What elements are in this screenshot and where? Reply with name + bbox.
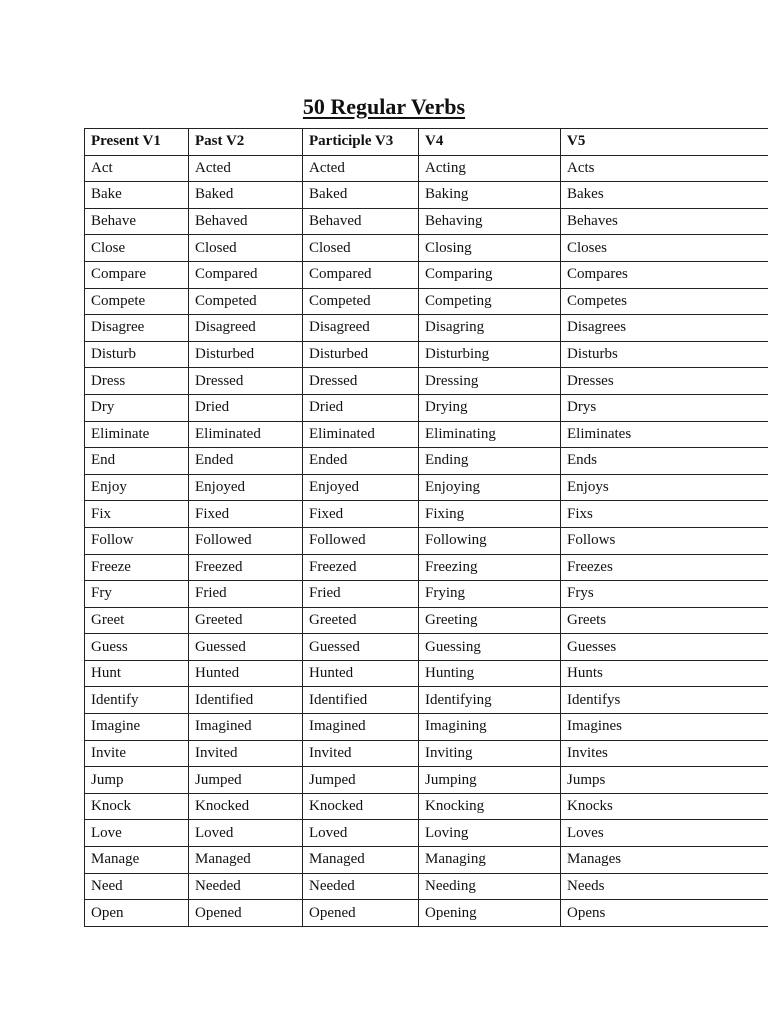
cell-v4: Loving bbox=[419, 820, 561, 847]
table-row bbox=[85, 581, 768, 608]
cell-v5: Imagines bbox=[561, 714, 768, 741]
cell-v4: Ending bbox=[419, 448, 561, 475]
cell-v5: Fixs bbox=[561, 501, 768, 528]
cell-past-v2: Acted bbox=[189, 155, 303, 182]
cell-v4: Fixing bbox=[419, 501, 561, 528]
page-title: 50 Regular Verbs bbox=[302, 94, 466, 119]
cell-present-v1: Follow bbox=[85, 527, 189, 554]
cell-v5: Behaves bbox=[561, 208, 768, 235]
cell-v5: Ends bbox=[561, 448, 768, 475]
cell-participle-v3: Compared bbox=[303, 261, 419, 288]
cell-participle-v3: Baked bbox=[303, 182, 419, 209]
cell-present-v1: Compare bbox=[85, 261, 189, 288]
cell-past-v2: Loved bbox=[189, 820, 303, 847]
cell-past-v2: Needed bbox=[189, 873, 303, 900]
cell-v5: Dresses bbox=[561, 368, 768, 395]
cell-participle-v3: Opened bbox=[303, 900, 419, 927]
cell-v4: Disturbing bbox=[419, 341, 561, 368]
cell-participle-v3: Jumped bbox=[303, 767, 419, 794]
cell-past-v2: Invited bbox=[189, 740, 303, 767]
cell-v5: Loves bbox=[561, 820, 768, 847]
cell-participle-v3: Disagreed bbox=[303, 315, 419, 342]
cell-v5: Opens bbox=[561, 900, 768, 927]
cell-v5: Greets bbox=[561, 607, 768, 634]
cell-present-v1: Knock bbox=[85, 793, 189, 820]
column-header-participle-v3: Participle V3 bbox=[303, 129, 419, 156]
cell-present-v1: Guess bbox=[85, 634, 189, 661]
cell-v4: Imagining bbox=[419, 714, 561, 741]
table-row bbox=[85, 394, 768, 421]
cell-participle-v3: Competed bbox=[303, 288, 419, 315]
cell-v4: Disagring bbox=[419, 315, 561, 342]
cell-v5: Guesses bbox=[561, 634, 768, 661]
cell-v5: Competes bbox=[561, 288, 768, 315]
cell-v5: Eliminates bbox=[561, 421, 768, 448]
table-row bbox=[85, 527, 768, 554]
cell-v5: Drys bbox=[561, 394, 768, 421]
cell-present-v1: Close bbox=[85, 235, 189, 262]
table-body bbox=[85, 155, 768, 926]
cell-participle-v3: Hunted bbox=[303, 660, 419, 687]
table-row bbox=[85, 554, 768, 581]
cell-participle-v3: Greeted bbox=[303, 607, 419, 634]
cell-v4: Hunting bbox=[419, 660, 561, 687]
column-header-v4: V4 bbox=[419, 129, 561, 156]
table-row bbox=[85, 660, 768, 687]
cell-v5: Needs bbox=[561, 873, 768, 900]
table-header-row bbox=[85, 129, 768, 156]
table-row bbox=[85, 448, 768, 475]
cell-participle-v3: Freezed bbox=[303, 554, 419, 581]
cell-v4: Drying bbox=[419, 394, 561, 421]
cell-participle-v3: Enjoyed bbox=[303, 474, 419, 501]
table-row bbox=[85, 607, 768, 634]
cell-past-v2: Eliminated bbox=[189, 421, 303, 448]
cell-v4: Identifying bbox=[419, 687, 561, 714]
cell-participle-v3: Managed bbox=[303, 847, 419, 874]
cell-past-v2: Fixed bbox=[189, 501, 303, 528]
cell-past-v2: Disagreed bbox=[189, 315, 303, 342]
cell-present-v1: Freeze bbox=[85, 554, 189, 581]
cell-v5: Knocks bbox=[561, 793, 768, 820]
cell-v4: Jumping bbox=[419, 767, 561, 794]
cell-past-v2: Dressed bbox=[189, 368, 303, 395]
cell-v5: Compares bbox=[561, 261, 768, 288]
cell-past-v2: Greeted bbox=[189, 607, 303, 634]
cell-v4: Greeting bbox=[419, 607, 561, 634]
cell-present-v1: Compete bbox=[85, 288, 189, 315]
cell-present-v1: Eliminate bbox=[85, 421, 189, 448]
cell-present-v1: Love bbox=[85, 820, 189, 847]
column-header-present-v1: Present V1 bbox=[85, 129, 189, 156]
table-row bbox=[85, 634, 768, 661]
cell-participle-v3: Knocked bbox=[303, 793, 419, 820]
table-row bbox=[85, 820, 768, 847]
table-row bbox=[85, 315, 768, 342]
table-row bbox=[85, 767, 768, 794]
cell-past-v2: Competed bbox=[189, 288, 303, 315]
cell-participle-v3: Dried bbox=[303, 394, 419, 421]
cell-participle-v3: Identified bbox=[303, 687, 419, 714]
cell-participle-v3: Loved bbox=[303, 820, 419, 847]
cell-present-v1: Hunt bbox=[85, 660, 189, 687]
cell-present-v1: Open bbox=[85, 900, 189, 927]
cell-past-v2: Knocked bbox=[189, 793, 303, 820]
cell-v5: Identifys bbox=[561, 687, 768, 714]
table-row bbox=[85, 740, 768, 767]
table-row bbox=[85, 793, 768, 820]
cell-v5: Acts bbox=[561, 155, 768, 182]
cell-v5: Frys bbox=[561, 581, 768, 608]
cell-present-v1: Enjoy bbox=[85, 474, 189, 501]
cell-v4: Comparing bbox=[419, 261, 561, 288]
cell-participle-v3: Invited bbox=[303, 740, 419, 767]
cell-participle-v3: Needed bbox=[303, 873, 419, 900]
cell-participle-v3: Closed bbox=[303, 235, 419, 262]
column-header-past-v2: Past V2 bbox=[189, 129, 303, 156]
cell-v4: Needing bbox=[419, 873, 561, 900]
cell-past-v2: Imagined bbox=[189, 714, 303, 741]
cell-v4: Eliminating bbox=[419, 421, 561, 448]
cell-participle-v3: Ended bbox=[303, 448, 419, 475]
cell-present-v1: Greet bbox=[85, 607, 189, 634]
cell-present-v1: Act bbox=[85, 155, 189, 182]
cell-present-v1: Identify bbox=[85, 687, 189, 714]
table-row bbox=[85, 182, 768, 209]
cell-present-v1: Behave bbox=[85, 208, 189, 235]
table-row bbox=[85, 501, 768, 528]
cell-v5: Follows bbox=[561, 527, 768, 554]
cell-past-v2: Dried bbox=[189, 394, 303, 421]
cell-present-v1: Dress bbox=[85, 368, 189, 395]
cell-present-v1: Disagree bbox=[85, 315, 189, 342]
cell-v4: Closing bbox=[419, 235, 561, 262]
cell-past-v2: Compared bbox=[189, 261, 303, 288]
cell-past-v2: Managed bbox=[189, 847, 303, 874]
cell-past-v2: Behaved bbox=[189, 208, 303, 235]
cell-v4: Managing bbox=[419, 847, 561, 874]
cell-participle-v3: Dressed bbox=[303, 368, 419, 395]
cell-v4: Competing bbox=[419, 288, 561, 315]
cell-participle-v3: Acted bbox=[303, 155, 419, 182]
verb-table bbox=[84, 128, 768, 927]
table-row bbox=[85, 847, 768, 874]
cell-past-v2: Freezed bbox=[189, 554, 303, 581]
cell-participle-v3: Followed bbox=[303, 527, 419, 554]
cell-past-v2: Hunted bbox=[189, 660, 303, 687]
cell-v5: Freezes bbox=[561, 554, 768, 581]
cell-v4: Inviting bbox=[419, 740, 561, 767]
cell-v4: Dressing bbox=[419, 368, 561, 395]
cell-participle-v3: Behaved bbox=[303, 208, 419, 235]
cell-present-v1: Fry bbox=[85, 581, 189, 608]
cell-v4: Following bbox=[419, 527, 561, 554]
cell-participle-v3: Fried bbox=[303, 581, 419, 608]
cell-past-v2: Guessed bbox=[189, 634, 303, 661]
cell-v5: Enjoys bbox=[561, 474, 768, 501]
cell-past-v2: Identified bbox=[189, 687, 303, 714]
cell-present-v1: Dry bbox=[85, 394, 189, 421]
cell-participle-v3: Eliminated bbox=[303, 421, 419, 448]
cell-present-v1: Manage bbox=[85, 847, 189, 874]
table-row bbox=[85, 235, 768, 262]
cell-v5: Closes bbox=[561, 235, 768, 262]
column-header-v5: V5 bbox=[561, 129, 768, 156]
cell-present-v1: Imagine bbox=[85, 714, 189, 741]
cell-past-v2: Ended bbox=[189, 448, 303, 475]
table-row bbox=[85, 421, 768, 448]
cell-past-v2: Baked bbox=[189, 182, 303, 209]
table-row bbox=[85, 687, 768, 714]
cell-v4: Opening bbox=[419, 900, 561, 927]
table-row bbox=[85, 288, 768, 315]
cell-v4: Baking bbox=[419, 182, 561, 209]
table-row bbox=[85, 900, 768, 927]
cell-participle-v3: Fixed bbox=[303, 501, 419, 528]
cell-v5: Disagrees bbox=[561, 315, 768, 342]
cell-present-v1: Need bbox=[85, 873, 189, 900]
table-row bbox=[85, 368, 768, 395]
cell-v4: Knocking bbox=[419, 793, 561, 820]
cell-v5: Hunts bbox=[561, 660, 768, 687]
cell-present-v1: Jump bbox=[85, 767, 189, 794]
cell-v5: Bakes bbox=[561, 182, 768, 209]
cell-participle-v3: Disturbed bbox=[303, 341, 419, 368]
cell-past-v2: Opened bbox=[189, 900, 303, 927]
cell-present-v1: Invite bbox=[85, 740, 189, 767]
cell-present-v1: Disturb bbox=[85, 341, 189, 368]
cell-v4: Behaving bbox=[419, 208, 561, 235]
table-row bbox=[85, 341, 768, 368]
cell-v4: Freezing bbox=[419, 554, 561, 581]
table-row bbox=[85, 155, 768, 182]
cell-present-v1: Fix bbox=[85, 501, 189, 528]
cell-v4: Acting bbox=[419, 155, 561, 182]
cell-past-v2: Jumped bbox=[189, 767, 303, 794]
table-row bbox=[85, 474, 768, 501]
cell-v4: Guessing bbox=[419, 634, 561, 661]
cell-past-v2: Closed bbox=[189, 235, 303, 262]
cell-v4: Enjoying bbox=[419, 474, 561, 501]
cell-present-v1: Bake bbox=[85, 182, 189, 209]
cell-past-v2: Disturbed bbox=[189, 341, 303, 368]
cell-v5: Jumps bbox=[561, 767, 768, 794]
cell-v5: Invites bbox=[561, 740, 768, 767]
cell-past-v2: Followed bbox=[189, 527, 303, 554]
cell-v5: Manages bbox=[561, 847, 768, 874]
table-row bbox=[85, 873, 768, 900]
cell-present-v1: End bbox=[85, 448, 189, 475]
cell-v5: Disturbs bbox=[561, 341, 768, 368]
cell-v4: Frying bbox=[419, 581, 561, 608]
table-row bbox=[85, 261, 768, 288]
cell-past-v2: Enjoyed bbox=[189, 474, 303, 501]
cell-participle-v3: Guessed bbox=[303, 634, 419, 661]
cell-participle-v3: Imagined bbox=[303, 714, 419, 741]
table-row bbox=[85, 208, 768, 235]
table-row bbox=[85, 714, 768, 741]
cell-past-v2: Fried bbox=[189, 581, 303, 608]
